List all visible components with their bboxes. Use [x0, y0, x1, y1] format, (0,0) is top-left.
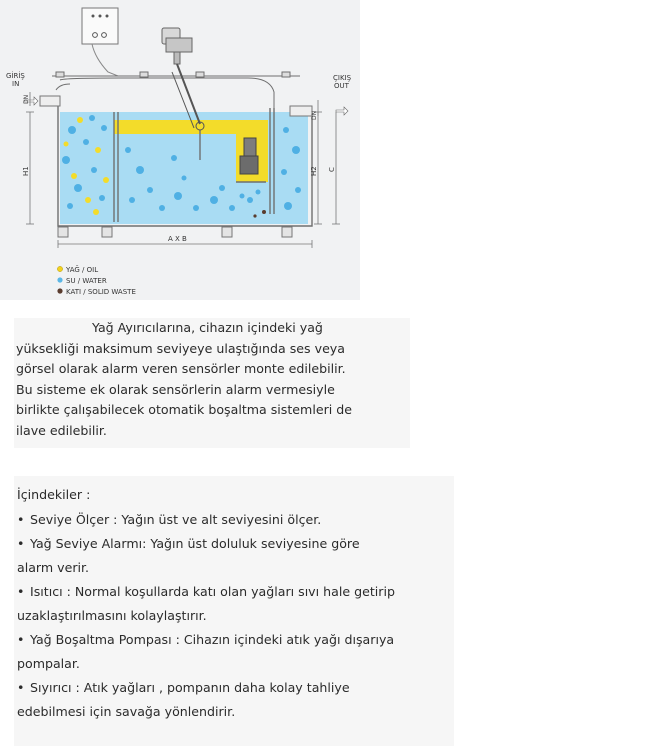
legend-solid-label: KATI / SOLID WASTE: [66, 288, 136, 296]
paragraph-line-3: görsel olarak alarm veren sensörler monte edilebilir.: [16, 361, 346, 377]
dn-left-label: DN: [23, 94, 30, 104]
outlet-label-bottom: OUT: [334, 82, 349, 90]
list-item: [14, 676, 447, 724]
legend: [57, 265, 135, 296]
item-level-gauge-line1: Seviye Ölçer : Yağın üst ve alt seviyesini ölçer.: [30, 512, 322, 527]
control-box: [82, 8, 118, 76]
separator-diagram-svg: [0, 0, 360, 300]
paragraph-line-5: birlikte çalışabilecek otomatik boşaltma sistemleri de: [16, 402, 352, 418]
inlet-label-bottom: IN: [12, 80, 20, 88]
h2-label: H2: [310, 166, 318, 176]
outlet-label-top: ÇIKIŞ: [333, 74, 352, 82]
bullet-icon: •: [17, 632, 25, 647]
item-skimmer-line2: edebilmesi için savağa yönlendirir.: [17, 704, 236, 719]
paragraph-line-2: yüksekliği maksimum seviyeye ulaştığında ses veya: [16, 340, 345, 356]
c-label: C: [328, 167, 336, 172]
paragraph-text: [14, 318, 410, 442]
dn-right-label: DN: [311, 110, 318, 120]
item-skimmer-line1: Sıyırıcı : Atık yağları , pompanın daha kolay tahliye: [30, 680, 350, 695]
contents-list: [14, 508, 454, 724]
list-item: [14, 532, 447, 580]
item-level-alarm-line1: Yağ Seviye Alarmı: Yağın üst doluluk seviyesine göre: [30, 536, 360, 551]
bullet-icon: •: [17, 584, 25, 599]
outlet-pipe: [290, 106, 348, 116]
item-pump-line2: pompalar.: [17, 656, 80, 671]
item-level-alarm-line2: alarm verir.: [17, 560, 90, 575]
list-item: [14, 580, 447, 628]
separator-diagram: [0, 0, 360, 300]
width-label: A X B: [168, 235, 187, 243]
bullet-icon: •: [17, 512, 25, 527]
item-heater-line2: uzaklaştırılmasını kolaylaştırır.: [17, 608, 207, 623]
legend-water-swatch: [57, 277, 62, 282]
h1-label: H1: [22, 166, 30, 176]
list-item: [14, 628, 447, 676]
legend-solid-swatch: [57, 288, 62, 293]
tank-frame: [52, 72, 300, 110]
legend-oil-swatch: [57, 266, 62, 271]
contents-section: [14, 476, 454, 746]
bullet-icon: •: [17, 536, 25, 551]
bullet-icon: •: [17, 680, 25, 695]
description-paragraph: [14, 318, 410, 448]
list-item: [14, 508, 447, 532]
legend-water-label: SU / WATER: [66, 277, 107, 285]
paragraph-line-4: Bu sisteme ek olarak sensörlerin alarm vermesiyle: [16, 381, 335, 397]
paragraph-line-1: Yağ Ayırıcılarına, cihazın içindeki yağ: [92, 320, 323, 335]
legend-oil-label: YAĞ / OIL: [66, 266, 99, 274]
contents-title: İçindekiler :: [17, 487, 91, 502]
inlet-label-top: GİRİŞ: [6, 72, 25, 80]
item-heater-line1: Isıtıcı : Normal koşullarda katı olan yağları sıvı hale getirip: [30, 584, 395, 599]
item-pump-line1: Yağ Boşaltma Pompası : Cihazın içindeki atık yağı dışarıya: [30, 632, 395, 647]
paragraph-line-6: ilave edilebilir.: [16, 422, 107, 438]
